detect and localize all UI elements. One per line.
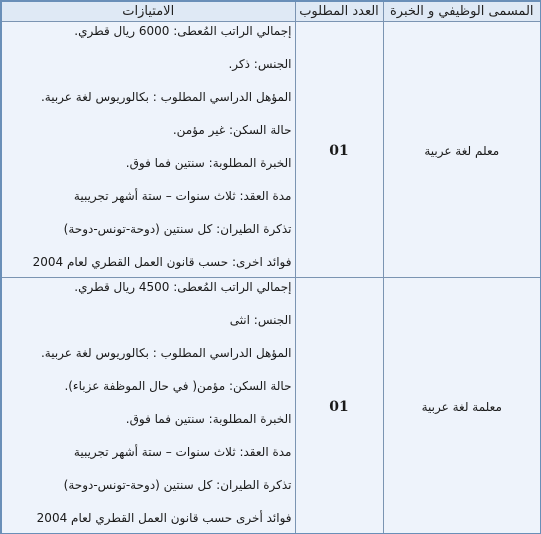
benefit-salary: إجمالي الراتب المُعطى: 4500 ريال قطري. xyxy=(74,280,292,294)
job-title-cell xyxy=(383,278,541,534)
benefit-housing: حالة السكن: غير مؤمن. xyxy=(172,123,292,137)
benefits-cell xyxy=(1,278,295,534)
required-count: 01 xyxy=(329,143,349,159)
job-title-cell xyxy=(383,22,541,278)
benefit-experience: الخبرة المطلوبة: سنتين فما فوق. xyxy=(125,412,292,426)
header-row xyxy=(1,1,541,22)
benefit-gender: الجنس: ذكر. xyxy=(228,57,292,71)
benefit-ticket: تذكرة الطيران: كل سنتين (دوحة-تونس-دوحة) xyxy=(63,222,292,236)
header-count: العدد المطلوب xyxy=(295,1,383,22)
benefits-list xyxy=(2,23,295,270)
benefit-contract: مدة العقد: ثلاث سنوات – ستة أشهر تجريبية xyxy=(73,445,292,459)
benefit-contract: مدة العقد: ثلاث سنوات – ستة أشهر تجريبية xyxy=(73,189,292,203)
count-cell xyxy=(295,22,383,278)
benefit-housing: حالة السكن: مؤمن( في حال الموظفة عزباء). xyxy=(64,379,292,393)
benefit-salary: إجمالي الراتب المُعطى: 6000 ريال قطري. xyxy=(74,24,292,38)
job-title: معلمة لغة عربية xyxy=(421,399,502,414)
benefit-gender: الجنس: انثى xyxy=(229,313,292,327)
benefits-list xyxy=(2,279,295,526)
benefit-other: فوائد أخرى حسب قانون العمل القطري لعام 2004 xyxy=(36,511,292,525)
benefit-qualification: المؤهل الدراسي المطلوب : بكالوريوس لغة عربية. xyxy=(40,346,292,360)
required-count: 01 xyxy=(329,398,349,415)
header-benefits: الامتيازات xyxy=(1,1,295,22)
header-job-title: المسمى الوظيفي و الخبرة xyxy=(383,1,541,22)
job-title: معلم لغة عربية xyxy=(424,144,500,158)
table-row xyxy=(1,278,541,534)
benefit-other: فوائد اخرى: حسب قانون العمل القطري لعام 2004 xyxy=(32,255,292,269)
benefit-ticket: تذكرة الطيران: كل سنتين (دوحة-تونس-دوحة) xyxy=(63,478,292,492)
benefit-qualification: المؤهل الدراسي المطلوب : بكالوريوس لغة عربية. xyxy=(40,90,292,104)
benefit-experience: الخبرة المطلوبة: سنتين فما فوق. xyxy=(125,156,292,170)
table-row xyxy=(1,22,541,278)
benefits-cell xyxy=(1,22,295,278)
count-cell xyxy=(295,278,383,534)
